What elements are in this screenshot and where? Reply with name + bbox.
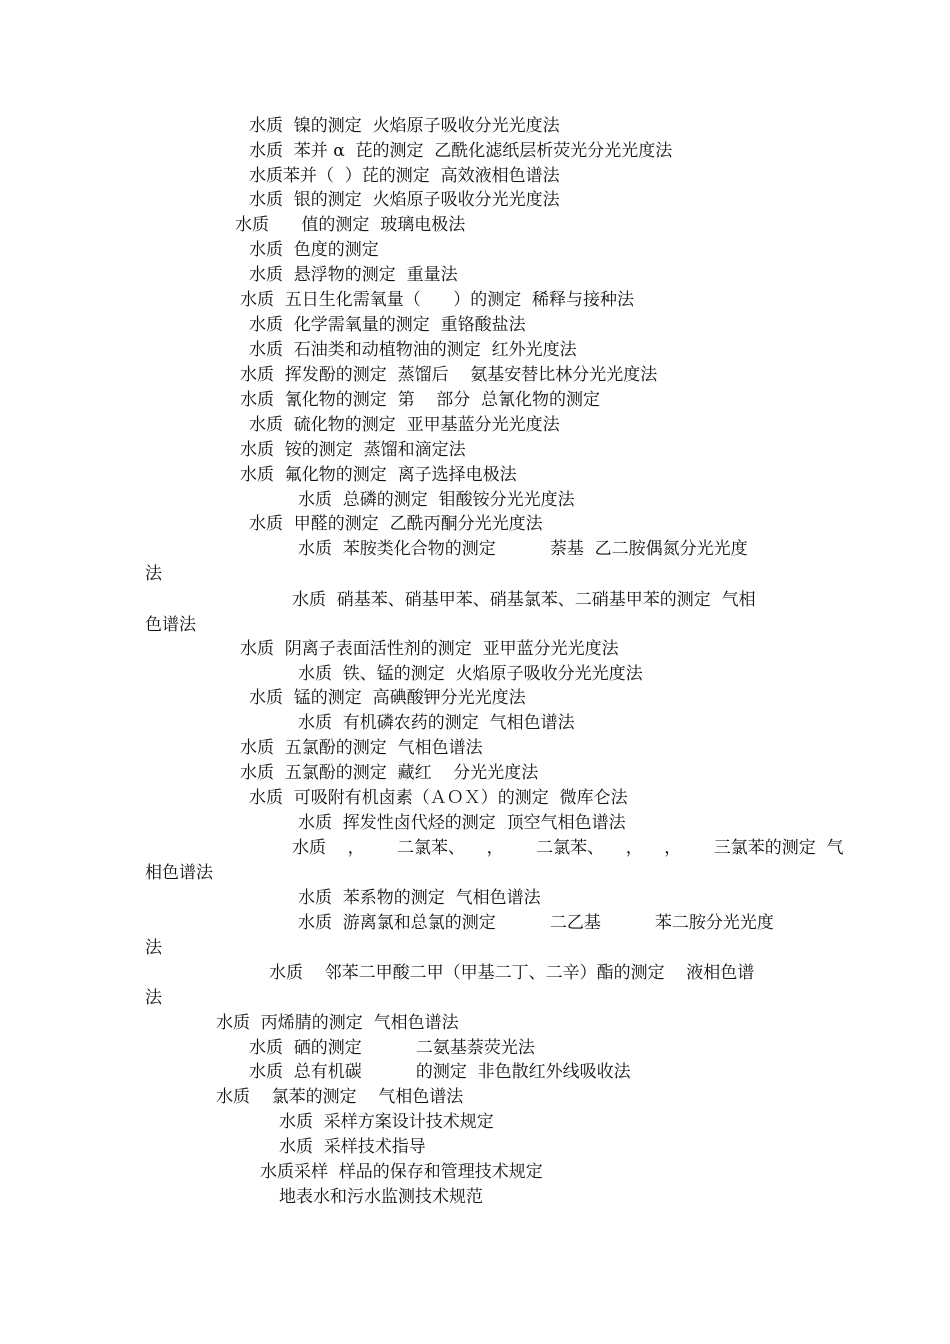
- text-line: 水质 挥发酚的测定 蒸馏后 氨基安替比林分光光度法: [240, 365, 658, 385]
- text-line: 水质 总有机碳 的测定 非色散红外线吸收法: [249, 1062, 631, 1082]
- text-line: 法: [145, 564, 162, 584]
- text-line: 水质 锰的测定 高碘酸钾分光光度法: [249, 688, 526, 708]
- text-line: 相色谱法: [145, 863, 213, 883]
- text-line: 水质 氯苯的测定 气相色谱法: [216, 1087, 464, 1107]
- text-line: 水质 硝基苯、硝基甲苯、硝基氯苯、二硝基甲苯的测定 气相: [292, 590, 756, 610]
- text-line: 水质 阴离子表面活性剂的测定 亚甲蓝分光光度法: [240, 639, 619, 659]
- text-line: 水质 采样技术指导: [279, 1137, 426, 1157]
- text-line: 水质 悬浮物的测定 重量法: [249, 265, 458, 285]
- text-line: 水质 化学需氧量的测定 重铬酸盐法: [249, 315, 526, 335]
- text-line: 水质 苯并 α 芘的测定 乙酰化滤纸层析荧光分光光度法: [249, 141, 673, 161]
- text-line: 水质 银的测定 火焰原子吸收分光光度法: [249, 190, 560, 210]
- text-line: 水质 铁、锰的测定 火焰原子吸收分光光度法: [298, 664, 643, 684]
- text-line: 水质 五日生化需氧量（ ）的测定 稀释与接种法: [240, 290, 635, 310]
- text-line: 水质 邻苯二甲酸二甲（甲基二丁、二辛）酯的测定 液相色谱: [269, 963, 755, 983]
- text-line: 水质 ， 二氯苯、 ， 二氯苯、 ， ， 三氯苯的测定 气: [292, 838, 844, 858]
- text-line: 水质 挥发性卤代烃的测定 顶空气相色谱法: [298, 813, 626, 833]
- text-line: 水质 五氯酚的测定 藏红 分光光度法: [240, 763, 539, 783]
- text-line: 水质 苯胺类化合物的测定 萘基 乙二胺偶氮分光光度: [298, 539, 748, 559]
- text-line: 水质 采样方案设计技术规定: [279, 1112, 494, 1132]
- text-line: 水质 硒的测定 二氨基萘荧光法: [249, 1038, 535, 1058]
- text-line: 水质 氟化物的测定 离子选择电极法: [240, 465, 517, 485]
- text-line: 法: [145, 938, 162, 958]
- text-line: 水质 丙烯腈的测定 气相色谱法: [216, 1013, 459, 1033]
- text-line: 水质 苯系物的测定 气相色谱法: [298, 888, 541, 908]
- text-line: 水质 氰化物的测定 第 部分 总氰化物的测定: [240, 390, 601, 410]
- text-line: 水质 总磷的测定 钼酸铵分光光度法: [298, 490, 575, 510]
- text-line: 地表水和污水监测技术规范: [279, 1187, 483, 1207]
- text-line: 水质采样 样品的保存和管理技术规定: [260, 1162, 543, 1182]
- text-line: 水质 有机磷农药的测定 气相色谱法: [298, 713, 575, 733]
- text-line: 水质 五氯酚的测定 气相色谱法: [240, 738, 483, 758]
- text-line: 法: [145, 988, 162, 1008]
- text-line: 水质 镍的测定 火焰原子吸收分光光度法: [249, 116, 560, 136]
- text-line: 色谱法: [145, 615, 196, 635]
- text-line: 水质 色度的测定: [249, 240, 379, 260]
- text-line: 水质 石油类和动植物油的测定 红外光度法: [249, 340, 577, 360]
- text-line: 水质 硫化物的测定 亚甲基蓝分光光度法: [249, 415, 560, 435]
- text-line: 水质 游离氯和总氯的测定 二乙基 苯二胺分光光度: [298, 913, 774, 933]
- text-line: 水质 值的测定 玻璃电极法: [235, 215, 466, 235]
- text-line: 水质苯并（ ）芘的测定 高效液相色谱法: [249, 166, 560, 186]
- text-line: 水质 甲醛的测定 乙酰丙酮分光光度法: [249, 514, 543, 534]
- text-line: 水质 铵的测定 蒸馏和滴定法: [240, 440, 466, 460]
- text-line: 水质 可吸附有机卤素（ＡＯＸ）的测定 微库仑法: [249, 788, 628, 808]
